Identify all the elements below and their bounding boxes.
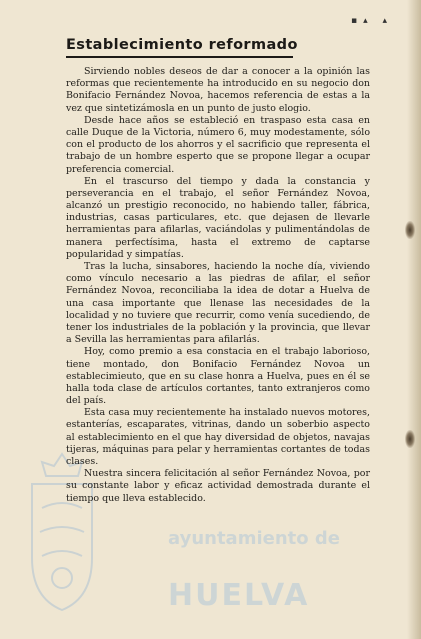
watermark-text-line1: ayuntamiento de <box>168 528 340 549</box>
binding-hole <box>405 430 415 448</box>
watermark-text-line2: HUELVA <box>168 578 310 613</box>
page-edge-shadow <box>407 0 421 639</box>
paragraph: Hoy, como premio a esa constacia en el trabajo laborioso, tiene montado, don Bonifacio Fernández Novoa un establecimieuto, que en su clase honra a Huelva, pues en él se halla toda clase de artículos cortantes, tanto extranjeros como del país. <box>66 346 370 407</box>
paragraph: En el trascurso del tiempo y dada la constancia y perseverancia en el trabajo, el señor Fernández Novoa, alcanzó un prestigio reconocido, no habiendo taller, fábrica, industrias, casas particulares, etc. que dejasen de llevarle herramientas para afilarlas, vaciándolas y pulimentándolas de manera perfectísima, hasta el extremo de captarse popularidad y simpatías. <box>66 175 370 260</box>
paragraph: Nuestra sincera felicitación al señor Fernández Novoa, por su constante labor y eficaz actividad demostrada durante el tiempo que lleva establecido. <box>66 468 370 504</box>
article-body <box>66 66 370 505</box>
title-underline <box>66 56 293 58</box>
binding-hole <box>405 221 415 239</box>
page-title: Establecimiento reformado <box>66 37 298 53</box>
paragraph: Sirviendo nobles deseos de dar a conocer a la opinión las reformas que recientemente ha introducido en su negocio don Bonifacio Fernández Novoa, hacemos referencia de estas a la vez que sintetizámosla en un punto de justo elogio. <box>66 66 370 114</box>
paragraph: Tras la lucha, sinsabores, haciendo la noche día, viviendo como vínculo necesario a las piedras de afilar, el señor Fernández Novoa, reconciliaba la idea de dotar a Huelva de una casa importante que llenase las necesidades de la localidad y no tuviere que recurrir, como venía sucediendo, de tener los industriales de la población y la provincia, que llevar a Sevilla las herramientas para afilarlás. <box>66 261 370 346</box>
corner-marks: ▪▴ ▴ <box>351 16 393 26</box>
paragraph: Desde hace años se estableció en traspaso esta casa en calle Duque de la Victoria, número 6, muy modestamente, sólo con el producto de los ahorros y el sacrificio que representa el trabajo de un hombre esperto que se propone llegar a ocupar preferencia comercial. <box>66 114 370 175</box>
paragraph: Esta casa muy recientemente ha instalado nuevos motores, estanterías, escaparates, vitrinas, dando un soberbio aspecto al establecimiento en el que hay diversidad de objetos, navajas tijeras, máquinas para pelar y herramientas cortantes de todas clases. <box>66 407 370 467</box>
